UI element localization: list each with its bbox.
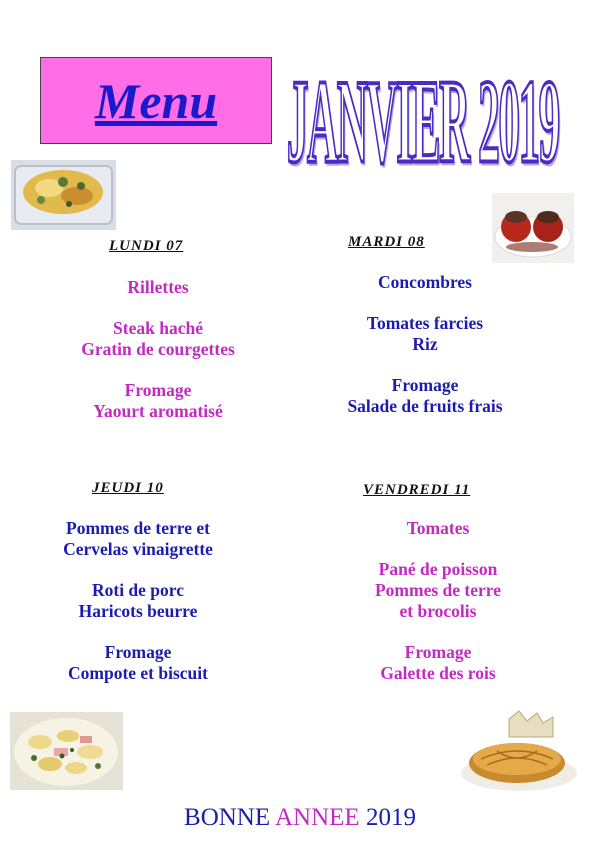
dish: Rillettes <box>127 277 189 297</box>
dish: Roti de porc <box>91 580 185 600</box>
dish: Tomates farcies <box>366 313 484 333</box>
dish: Cervelas vinaigrette <box>63 539 213 559</box>
dish: Compote et biscuit <box>68 663 208 683</box>
dish: Pané de poisson <box>378 559 498 579</box>
day-label-vendredi: VENDREDI 11 <box>363 482 471 498</box>
dish: Fromage <box>391 375 459 395</box>
dish: Pommes de terre <box>374 580 501 600</box>
dish: Pommes de terre et <box>66 518 210 538</box>
footer-word-bonne: BONNE <box>184 804 271 831</box>
day-label-mardi: MARDI 08 <box>348 234 425 250</box>
menu-title-box <box>40 57 272 144</box>
dish: Galette des rois <box>380 663 496 683</box>
menu-vendredi <box>318 518 558 684</box>
dish: Fromage <box>104 642 172 662</box>
dish: Salade de fruits frais <box>347 396 503 416</box>
dish: Gratin de courgettes <box>81 339 235 359</box>
pasta-salad-photo <box>10 712 123 790</box>
dish: Yaourt aromatisé <box>93 401 223 421</box>
stuffed-tomatoes-photo <box>492 193 574 263</box>
dish: Tomates <box>406 518 470 538</box>
menu-title: Menu <box>94 72 218 129</box>
dish: et brocolis <box>399 601 477 621</box>
dish: Steak haché <box>113 318 203 338</box>
dish: Fromage <box>124 380 192 400</box>
day-label-lundi: LUNDI 07 <box>109 238 184 254</box>
footer-word-year: 2019 <box>365 804 416 831</box>
menu-mardi <box>305 272 545 417</box>
gratin-photo <box>11 160 116 230</box>
footer-word-annee: ANNEE <box>275 804 360 831</box>
menu-lundi <box>38 277 278 422</box>
dish: Riz <box>412 334 438 354</box>
month-title-box <box>287 55 559 187</box>
day-label-jeudi: JEUDI 10 <box>92 480 164 496</box>
menu-jeudi <box>18 518 258 684</box>
month-title: JANVIER 2019 <box>287 55 559 187</box>
dish: Fromage <box>404 642 472 662</box>
dish: Haricots beurre <box>78 601 198 621</box>
galette-photo <box>457 707 580 795</box>
footer-greeting <box>0 804 600 832</box>
dish: Concombres <box>378 272 472 292</box>
